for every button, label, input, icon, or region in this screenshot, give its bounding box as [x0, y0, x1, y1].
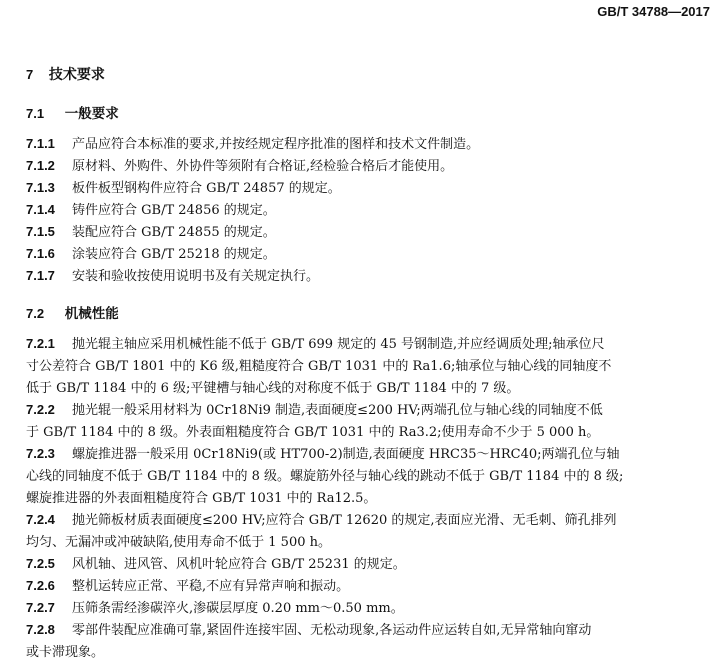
clause-number: 7.1.7 — [26, 268, 55, 283]
clause-number: 7.2.2 — [26, 402, 55, 417]
subsection-title: 一般要求 — [64, 106, 119, 122]
clause-text: 或卡滞现象。 — [26, 645, 105, 660]
clause-7-1-2 — [26, 155, 696, 178]
subsection-title: 机械性能 — [64, 306, 119, 322]
clause-7-2-6 — [26, 575, 696, 598]
clause-number: 7.2.3 — [26, 446, 55, 461]
clause-text: 寸公差符合 GB/T 1801 中的 K6 级,粗糙度符合 GB/T 1031 中的 Ra1.6;轴承位与轴心线的同轴度不 — [26, 359, 612, 374]
clause-number: 7.2.5 — [26, 556, 55, 571]
clause-text: 低于 GB/T 1184 中的 6 级;平键槽与轴心线的对称度不低于 GB/T 1184 中的 7 级。 — [26, 381, 520, 396]
clause-7-2-7 — [26, 597, 696, 620]
clause-text: 风机轴、进风管、风机叶轮应符合 GB/T 25231 的规定。 — [72, 557, 406, 572]
clause-text: 装配应符合 GB/T 24855 的规定。 — [72, 225, 276, 240]
clause-number: 7.1.1 — [26, 136, 55, 151]
subsection-heading — [26, 302, 119, 322]
clause-text: 抛光辊一般采用材料为 0Cr18Ni9 制造,表面硬度≤200 HV;两端孔位与轴心线的同轴度不低 — [72, 403, 603, 418]
clause-7-1-3 — [26, 177, 696, 200]
clause-number: 7.1.6 — [26, 246, 55, 261]
clause-text: 涂装应符合 GB/T 25218 的规定。 — [72, 247, 276, 262]
clause-text: 抛光辊主轴应采用机械性能不低于 GB/T 699 规定的 45 号钢制造,并应经调质处理;轴承位尺 — [72, 337, 605, 352]
clause-text: 螺旋推进器一般采用 0Cr18Ni9(或 HT700-2)制造,表面硬度 HRC35～HRC40;两端孔位与轴 — [72, 447, 620, 462]
clause-number: 7.1.2 — [26, 158, 55, 173]
clause-7-2-1 — [26, 333, 696, 400]
clause-text: 抛光筛板材质表面硬度≤200 HV;应符合 GB/T 12620 的规定,表面应光滑、无毛刺、筛孔排列 — [72, 513, 617, 528]
clause-number: 7.2.4 — [26, 512, 55, 527]
section-number: 7 — [26, 67, 34, 82]
clause-number: 7.2.6 — [26, 578, 55, 593]
clause-text: 产品应符合本标准的要求,并按经规定程序批准的图样和技术文件制造。 — [72, 137, 480, 152]
clause-number: 7.1.3 — [26, 180, 55, 195]
clause-7-1-7 — [26, 265, 696, 288]
subsection-number: 7.2 — [26, 306, 45, 321]
section-title: 技术要求 — [48, 67, 105, 83]
clause-number: 7.2.1 — [26, 336, 55, 351]
clause-text: 螺旋推进器的外表面粗糙度符合 GB/T 1031 中的 Ra12.5。 — [26, 491, 377, 506]
clause-number: 7.1.5 — [26, 224, 55, 239]
section-heading — [26, 64, 105, 84]
subsection-heading — [26, 102, 119, 122]
clause-text: 压筛条需经渗碳淬火,渗碳层厚度 0.20 mm～0.50 mm。 — [72, 601, 404, 616]
clause-text: 安装和验收按使用说明书及有关规定执行。 — [72, 269, 320, 284]
clause-text: 板件板型钢构件应符合 GB/T 24857 的规定。 — [72, 181, 341, 196]
clause-7-2-2 — [26, 399, 696, 444]
clause-7-2-5 — [26, 553, 696, 576]
clause-text: 原材料、外购件、外协件等须附有合格证,经检验合格后才能使用。 — [72, 159, 454, 174]
clause-7-2-4 — [26, 509, 696, 554]
clause-number: 7.2.7 — [26, 600, 55, 615]
clause-7-1-1 — [26, 133, 696, 156]
clause-7-1-4 — [26, 199, 696, 222]
clause-7-2-3 — [26, 443, 696, 510]
clause-number: 7.1.4 — [26, 202, 55, 217]
clause-text: 均匀、无漏冲或冲破缺陷,使用寿命不低于 1 500 h。 — [26, 535, 331, 550]
clause-text: 铸件应符合 GB/T 24856 的规定。 — [72, 203, 276, 218]
clause-number: 7.2.8 — [26, 622, 55, 637]
clause-text: 于 GB/T 1184 中的 8 级。外表面粗糙度符合 GB/T 1031 中的 Ra3.2;使用寿命不少于 5 000 h。 — [26, 425, 600, 440]
clause-7-1-5 — [26, 221, 696, 244]
subsection-number: 7.1 — [26, 106, 45, 121]
standard-code: GB/T 34788—2017 — [597, 4, 710, 19]
clause-7-1-6 — [26, 243, 696, 266]
clause-7-2-8 — [26, 619, 696, 664]
clause-text: 零部件装配应准确可靠,紧固件连接牢固、无松动现象,各运动件应运转自如,无异常轴向窜动 — [72, 623, 592, 638]
clause-text: 整机运转应正常、平稳,不应有异常声响和振动。 — [72, 579, 350, 594]
clause-text: 心线的同轴度不低于 GB/T 1184 中的 8 级。螺旋筋外径与轴心线的跳动不低于 GB/T 1184 中的 8 级; — [26, 469, 624, 484]
